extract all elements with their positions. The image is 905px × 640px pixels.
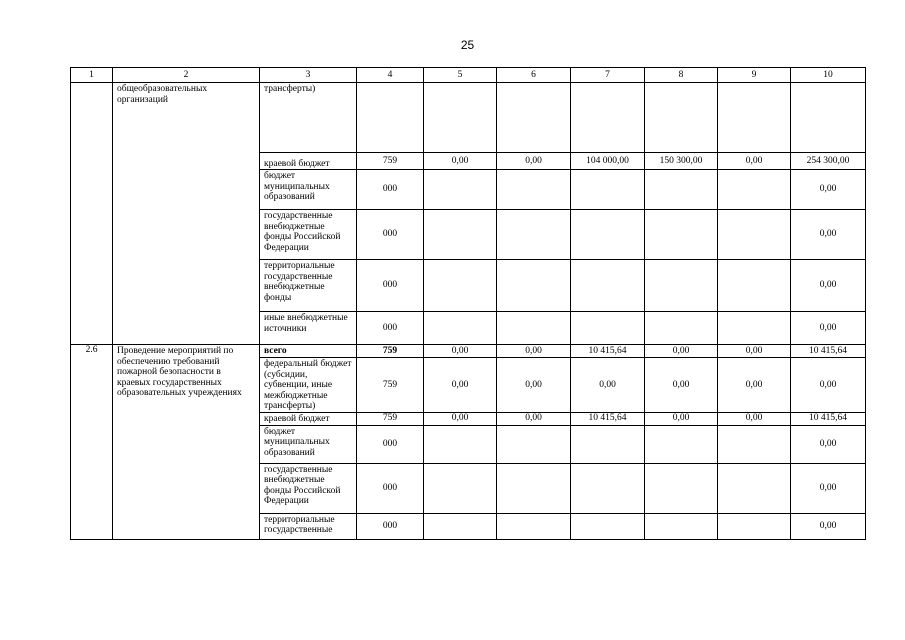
value-cell-v10 [791, 83, 866, 153]
value-cell-v7 [571, 312, 645, 345]
value-cell-v10: 0,00 [791, 358, 866, 413]
value-cell-v5: 0,00 [424, 345, 497, 358]
value-cell-v6: 0,00 [497, 345, 571, 358]
page-number: 25 [460, 38, 475, 52]
funding-source: территориальные государственные внебюджетные фонды [260, 260, 357, 312]
value-cell-v7 [571, 425, 645, 463]
funding-source: трансферты) [260, 83, 357, 153]
value-cell-v8 [645, 425, 718, 463]
value-cell-v8 [645, 463, 718, 513]
value-cell-v9: 0,00 [718, 358, 791, 413]
column-header: 6 [497, 68, 571, 83]
value-cell-v8 [645, 260, 718, 312]
value-cell-v9 [718, 513, 791, 539]
value-cell-v10: 254 300,00 [791, 153, 866, 170]
value-cell-v5 [424, 260, 497, 312]
value-cell-v5: 0,00 [424, 412, 497, 425]
value-cell-v7 [571, 83, 645, 153]
value-cell-v6 [497, 170, 571, 210]
funding-source: государственные внебюджетные фонды Российской Федерации [260, 463, 357, 513]
value-cell-v5 [424, 513, 497, 539]
value-cell-v8: 0,00 [645, 345, 718, 358]
value-cell-v10: 0,00 [791, 425, 866, 463]
value-cell-v5 [424, 425, 497, 463]
value-cell-v9 [718, 312, 791, 345]
value-cell-v6 [497, 210, 571, 260]
budget-code: 000 [357, 463, 424, 513]
value-cell-v9 [718, 425, 791, 463]
budget-code: 000 [357, 210, 424, 260]
column-header: 3 [260, 68, 357, 83]
value-cell-v9 [718, 170, 791, 210]
budget-code: 000 [357, 312, 424, 345]
value-cell-v10: 0,00 [791, 260, 866, 312]
funding-source: бюджет муниципальных образований [260, 170, 357, 210]
column-header: 4 [357, 68, 424, 83]
value-cell-v8 [645, 170, 718, 210]
value-cell-v7: 10 415,64 [571, 412, 645, 425]
value-cell-v10: 0,00 [791, 210, 866, 260]
value-cell-v7 [571, 210, 645, 260]
value-cell-v6: 0,00 [497, 358, 571, 413]
value-cell-v10: 10 415,64 [791, 412, 866, 425]
funding-source: территориальные государственные [260, 513, 357, 539]
budget-code: 000 [357, 425, 424, 463]
column-header: 2 [113, 68, 260, 83]
funding-source: краевой бюджет [260, 153, 357, 170]
budget-code: 759 [357, 358, 424, 413]
value-cell-v5 [424, 210, 497, 260]
value-cell-v6: 0,00 [497, 412, 571, 425]
value-cell-v9 [718, 83, 791, 153]
value-cell-v5 [424, 463, 497, 513]
value-cell-v9: 0,00 [718, 345, 791, 358]
value-cell-v5: 0,00 [424, 358, 497, 413]
budget-code [357, 83, 424, 153]
value-cell-v7 [571, 170, 645, 210]
value-cell-v9: 0,00 [718, 412, 791, 425]
value-cell-v10: 10 415,64 [791, 345, 866, 358]
value-cell-v5 [424, 312, 497, 345]
funding-source: государственные внебюджетные фонды Российской Федерации [260, 210, 357, 260]
value-cell-v6 [497, 260, 571, 312]
budget-code: 759 [357, 412, 424, 425]
table-header-row [71, 68, 866, 83]
budget-code: 000 [357, 513, 424, 539]
budget-table [70, 67, 866, 540]
budget-code: 759 [357, 153, 424, 170]
value-cell-v8: 0,00 [645, 358, 718, 413]
column-header: 10 [791, 68, 866, 83]
value-cell-v8 [645, 312, 718, 345]
funding-source: всего [260, 345, 357, 358]
value-cell-v6 [497, 463, 571, 513]
table-row [71, 345, 866, 358]
value-cell-v6 [497, 83, 571, 153]
value-cell-v9: 0,00 [718, 153, 791, 170]
column-header: 1 [71, 68, 113, 83]
funding-source: краевой бюджет [260, 412, 357, 425]
value-cell-v7 [571, 260, 645, 312]
value-cell-v10: 0,00 [791, 170, 866, 210]
budget-code: 000 [357, 170, 424, 210]
value-cell-v10: 0,00 [791, 463, 866, 513]
value-cell-v5 [424, 83, 497, 153]
value-cell-v6 [497, 312, 571, 345]
value-cell-v7: 104 000,00 [571, 153, 645, 170]
value-cell-v8 [645, 210, 718, 260]
column-header: 7 [571, 68, 645, 83]
table-row [71, 83, 866, 153]
value-cell-v9 [718, 260, 791, 312]
row-number: 2.6 [71, 345, 113, 540]
value-cell-v6: 0,00 [497, 153, 571, 170]
value-cell-v7 [571, 463, 645, 513]
funding-source: федеральный бюджет (субсидии, субвенции, иные межбюджетные трансферты) [260, 358, 357, 413]
value-cell-v7: 0,00 [571, 358, 645, 413]
value-cell-v8: 150 300,00 [645, 153, 718, 170]
value-cell-v5 [424, 170, 497, 210]
budget-code: 759 [357, 345, 424, 358]
value-cell-v10: 0,00 [791, 312, 866, 345]
measure-name: Проведение мероприятий по обеспечению требований пожарной безопасности в краевых государственных образовательных учреждениях [113, 345, 260, 540]
funding-source: иные внебюджетные источники [260, 312, 357, 345]
measure-name: общеобразовательных организаций [113, 83, 260, 345]
column-header: 8 [645, 68, 718, 83]
value-cell-v8 [645, 83, 718, 153]
value-cell-v8 [645, 513, 718, 539]
value-cell-v5: 0,00 [424, 153, 497, 170]
value-cell-v9 [718, 463, 791, 513]
value-cell-v9 [718, 210, 791, 260]
funding-source: бюджет муниципальных образований [260, 425, 357, 463]
value-cell-v8: 0,00 [645, 412, 718, 425]
value-cell-v6 [497, 513, 571, 539]
value-cell-v7 [571, 513, 645, 539]
value-cell-v7: 10 415,64 [571, 345, 645, 358]
value-cell-v6 [497, 425, 571, 463]
budget-code: 000 [357, 260, 424, 312]
column-header: 5 [424, 68, 497, 83]
row-number [71, 83, 113, 345]
value-cell-v10: 0,00 [791, 513, 866, 539]
column-header: 9 [718, 68, 791, 83]
